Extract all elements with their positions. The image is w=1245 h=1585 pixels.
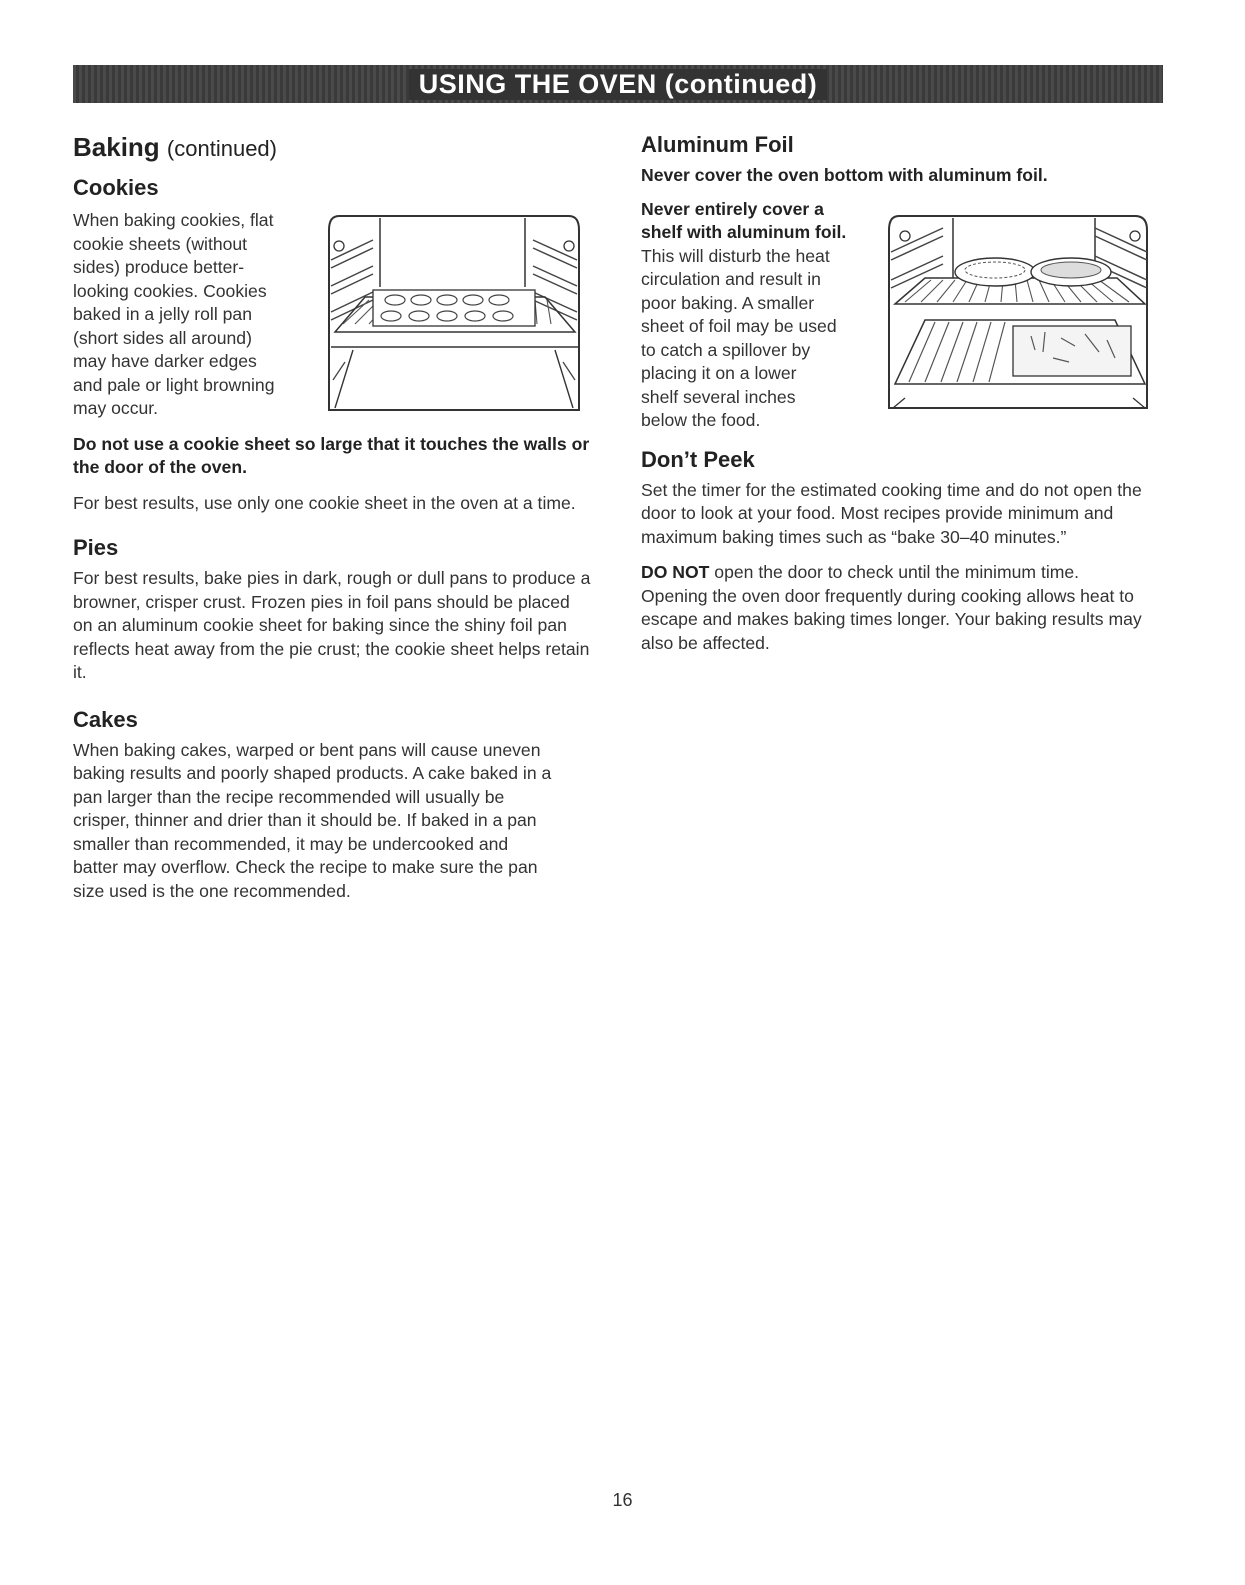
foil-text-line: This will disturb the heat <box>641 245 830 266</box>
cookies-line: cookie sheets (without <box>73 233 248 254</box>
baking-suffix: (continued) <box>166 136 277 161</box>
cookie-sheet-warning: Do not use a cookie sheet so large that it touches the walls or the door of the oven. <box>73 433 590 477</box>
foil-text-line: placing it on a lower <box>641 363 797 383</box>
banner-title: USING THE OVEN (continued) <box>409 69 828 100</box>
baking-title: Baking <box>73 132 160 162</box>
cookies-line: When baking cookies, flat <box>73 210 274 230</box>
foil-warning-shelf-line: Never entirely cover a <box>641 198 824 219</box>
cakes-text: When baking cakes, warped or bent pans will cause uneven baking results and poorly shaped products. A cake baked in a pan larger than the recipe recommended will usually be crisper, thinner and drier than it should be. If baked in a pan smaller than recommended, it may be undercooked and batter may overflow. Check the recipe to make sure the pan size used is the one recommended. <box>73 739 552 901</box>
foil-text-line: sheet of foil may be used <box>641 316 837 336</box>
foil-text-line: circulation and result in <box>641 269 821 289</box>
dont-peek-text: Set the timer for the estimated cooking time and do not open the door to look at your food. Most recipes provide minimum and maximum baking times such as “bake 30–40 minutes.” <box>641 479 1142 547</box>
foil-oven-illustration <box>885 212 1153 412</box>
page-number: 16 <box>612 1490 633 1510</box>
foil-shelf-block <box>641 198 881 433</box>
cookies-line: baked in a jelly roll pan <box>73 304 252 324</box>
section-banner <box>73 65 1163 103</box>
cookies-heading: Cookies <box>73 175 159 200</box>
foil-text-line: below the food. <box>641 410 761 430</box>
foil-text-line: shelf several inches <box>641 386 796 407</box>
dont-peek-text-2 <box>641 561 1146 655</box>
cookies-line: (short sides all around) <box>73 327 252 348</box>
pies-heading: Pies <box>73 535 119 560</box>
pies-text: For best results, bake pies in dark, rough or dull pans to produce a browner, crisper crust. Frozen pies in foil pans should be placed on an aluminum cookie sheet for baking since the shiny foil pan reflects heat away from the pie crust; the cookie sheet helps retain it. <box>73 568 591 682</box>
cookies-line: looking cookies. Cookies <box>73 280 267 301</box>
aluminum-foil-heading: Aluminum Foil <box>641 132 794 157</box>
baking-heading <box>73 132 593 163</box>
foil-text-line: to catch a spillover by <box>641 339 811 360</box>
cookies-line: may have darker edges <box>73 351 257 371</box>
dont-peek-heading: Don’t Peek <box>641 446 755 472</box>
foil-warning-bottom: Never cover the oven bottom with aluminum foil. <box>641 165 1048 185</box>
cookies-intro <box>73 209 308 421</box>
cookies-line: sides) produce better- <box>73 257 245 277</box>
cookies-line: may occur. <box>73 398 159 418</box>
cookie-sheet-tip: For best results, use only one cookie sheet in the oven at a time. <box>73 492 576 513</box>
dont-peek-text-2-body: open the door to check until the minimum time. Opening the oven door frequently during cooking allows heat to escape and makes baking times longer. Your baking results may also be affected. <box>641 562 1142 653</box>
foil-warning-shelf-line: shelf with aluminum foil. <box>641 222 847 242</box>
do-not-emphasis: DO NOT <box>641 562 710 582</box>
cookie-oven-illustration <box>325 212 583 417</box>
cakes-heading: Cakes <box>73 706 138 732</box>
cookies-line: and pale or light browning <box>73 374 275 395</box>
foil-text-line: poor baking. A smaller <box>641 292 815 313</box>
